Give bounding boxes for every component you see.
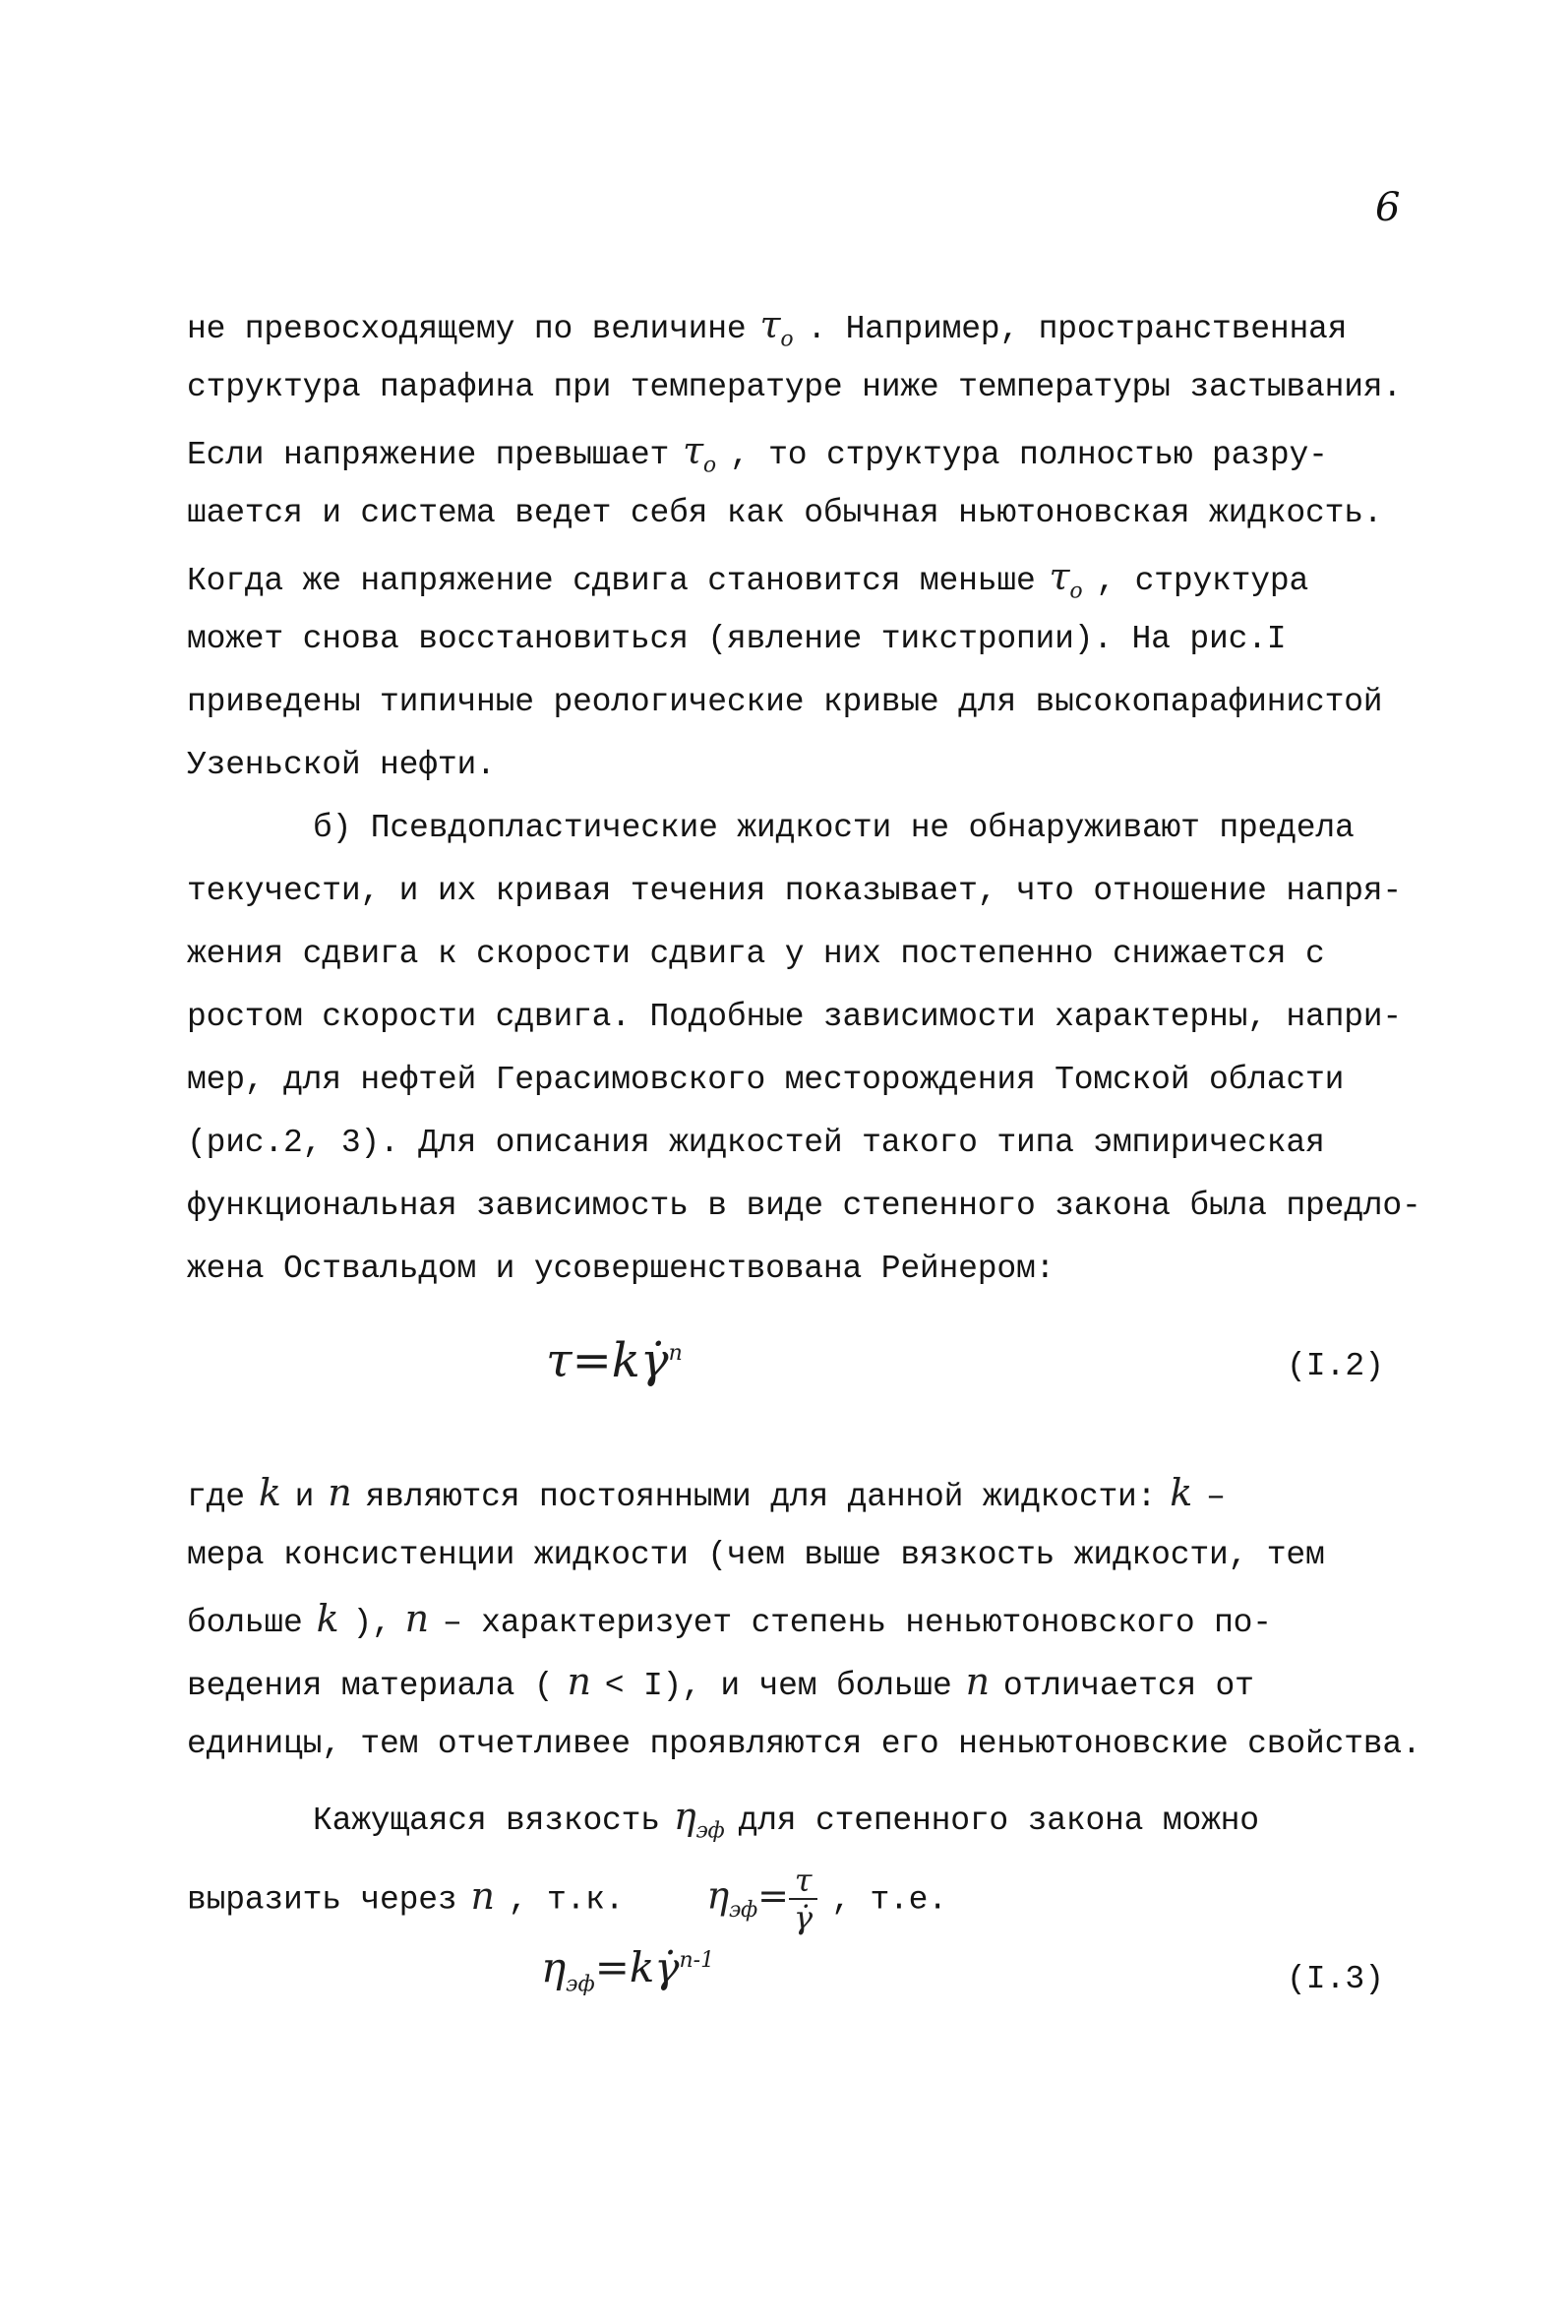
k-symbol: k	[1170, 1471, 1193, 1514]
text: . Например, пространственная	[807, 311, 1348, 347]
n-symbol: n	[328, 1471, 352, 1514]
n-symbol: n	[567, 1660, 591, 1703]
p4-line-1: Кажущаяся вязкость $\eta_{эф}$ для степенного закона можно	[313, 1797, 1259, 1852]
p2-line-7: функциональная зависимость в виде степенного закона была предло-	[187, 1188, 1421, 1224]
n-symbol: n	[404, 1597, 429, 1640]
equation-effective-viscosity: $\eta_{эф}=k\gammȧ^{n-1}$	[541, 1943, 715, 1997]
p3-line-1: где k и n являются постоянными для данной жидкости: k –	[187, 1471, 1226, 1515]
page-number: 6	[1375, 185, 1401, 230]
n-symbol: n	[470, 1873, 495, 1918]
k-symbol: k	[316, 1597, 339, 1640]
n-symbol: n	[965, 1660, 990, 1703]
p2-line-3: жения сдвига к скорости сдвига у них постепенно снижается с	[187, 936, 1325, 972]
p1-line-6: может снова восстановиться (явление тикстропии). На рис.I	[187, 621, 1287, 657]
p4-line-2: выразить через n , т.к. $\eta_{эф}=$ $\frac{\tau}{\gammȧ}$ , т.е.	[187, 1863, 947, 1940]
equation-number: (I.2)	[1287, 1348, 1385, 1384]
p3-line-4: ведения материала ( n < I), и чем больше n отличается от	[187, 1660, 1254, 1704]
tau-zero-symbol: $\tau_o$	[1049, 555, 1083, 604]
eta-effective-symbol: $\eta_{эф}$	[673, 1795, 725, 1844]
p2-line-5: мер, для нефтей Герасимовского месторождения Томской области	[187, 1062, 1345, 1098]
p1-line-1	[187, 305, 1347, 360]
eta-fraction-formula: $\eta_{эф}=$ $\frac{\tau}{\gammȧ}$	[693, 1863, 831, 1940]
p2-line-4: ростом скорости сдвига. Подобные зависимости характерны, напри-	[187, 999, 1403, 1035]
p1-line-2: структура парафина при температуре ниже температуры застывания.	[187, 369, 1403, 405]
p3-line-5: единицы, тем отчетливее проявляются его неньютоновские свойства.	[187, 1726, 1421, 1762]
tau-zero-symbol: $\tau_o$	[683, 429, 716, 478]
text: не превосходящему по величине	[187, 311, 747, 347]
p2-line-6: (рис.2, 3). Для описания жидкостей такого типа эмпирическая	[187, 1125, 1325, 1161]
p3-line-3: больше k ), n – характеризует степень неньютоновского по-	[187, 1597, 1272, 1641]
equation-power-law: τ=kγ̇$^n$	[546, 1333, 683, 1388]
equation-number: (I.3)	[1287, 1961, 1385, 1997]
p2-line-1: б) Псевдопластические жидкости не обнаруживают предела	[313, 810, 1355, 846]
p3-line-2: мера консистенции жидкости (чем выше вязкость жидкости, тем	[187, 1537, 1325, 1573]
p1-line-8: Узеньской нефти.	[187, 747, 496, 783]
p1-line-3: Если напряжение превышает $\tau_o$ , то структура полностью разру-	[187, 431, 1328, 486]
p2-line-8: жена Оствальдом и усовершенствована Рейнером:	[187, 1251, 1055, 1287]
fraction: $\frac{\tau}{\gammȧ}$	[789, 1863, 818, 1935]
p2-line-2: текучести, и их кривая течения показывает, что отношение напря-	[187, 873, 1403, 909]
k-symbol: k	[258, 1471, 281, 1514]
p1-line-7: приведены типичные реологические кривые для высокопарафинистой	[187, 684, 1383, 720]
p1-line-5: Когда же напряжение сдвига становится меньше $\tau_o$ , структура	[187, 557, 1308, 612]
p1-line-4: шается и система ведет себя как обычная ньютоновская жидкость.	[187, 495, 1383, 531]
tau-zero-symbol: $\tau_o$	[759, 303, 794, 352]
